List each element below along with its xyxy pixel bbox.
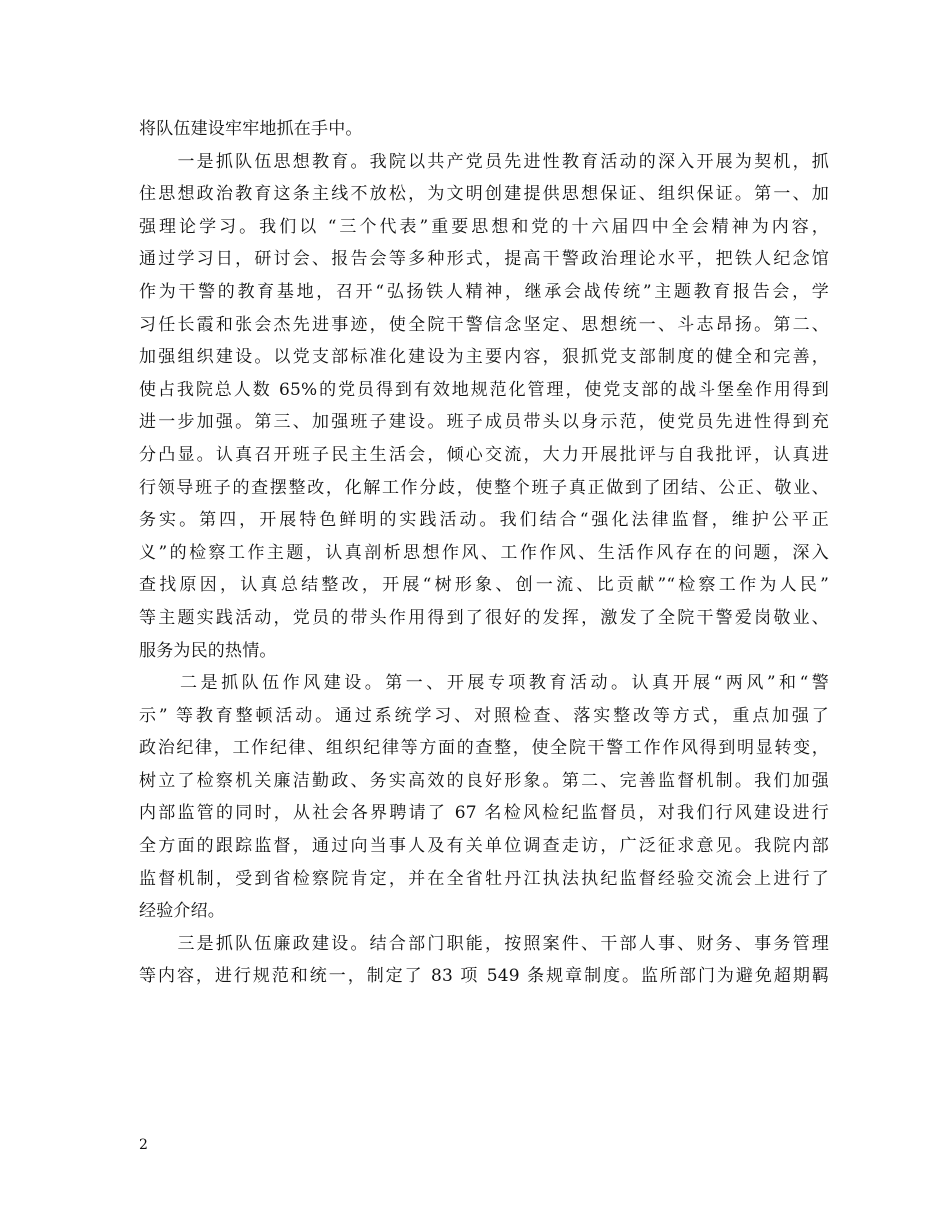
- text-line: 强理论学习。我们以 “三个代表”重要思想和党的十六届四中全会精神为内容，: [139, 216, 829, 237]
- text-line: 内部监管的同时，从社会各界聘请了 67 名检风检纪监督员，对我们行风建设进行: [139, 803, 829, 824]
- text-line: 将队伍建设牢牢地抓在手中。: [139, 119, 363, 139]
- text-line: 作为干警的教育基地，召开“弘扬铁人精神，继承会战传统”主题教育报告会，学: [139, 281, 829, 302]
- text-line: 经验介绍。: [139, 901, 225, 922]
- text-line: 政治纪律，工作纪律、组织纪律等方面的查整，使全院干警工作作风得到明显转变，: [139, 738, 829, 759]
- text-line: 一是抓队伍思想教育。我院以共产党员先进性教育活动的深入开展为契机，抓: [139, 151, 829, 172]
- text-line: 务实。第四，开展特色鲜明的实践活动。我们结合“强化法律监督，维护公平正: [139, 510, 829, 531]
- text-line: 等主题实践活动，党员的带头作用得到了很好的发挥，激发了全院干警爱岗敬业、: [139, 607, 829, 628]
- text-line: 示” 等教育整顿活动。通过系统学习、对照检查、落实整改等方式，重点加强了: [139, 705, 829, 726]
- text-line: 三是抓队伍廉政建设。结合部门职能，按照案件、干部人事、财务、事务管理: [139, 933, 829, 954]
- page-number: 2: [139, 1137, 148, 1153]
- text-line: 进一步加强。第三、加强班子建设。班子成员带头以身示范，使党员先进性得到充: [139, 412, 829, 433]
- text-line: 加强组织建设。以党支部标准化建设为主要内容，狠抓党支部制度的健全和完善，: [139, 347, 829, 368]
- text-line: 树立了检察机关廉洁勤政、务实高效的良好形象。第二、完善监督机制。我们加强: [139, 770, 829, 791]
- text-line: 监督机制，受到省检察院肯定，并在全省牡丹江执法执纪监督经验交流会上进行了: [139, 868, 829, 889]
- text-line: 使占我院总人数 65%的党员得到有效地规范化管理，使党支部的战斗堡垒作用得到: [139, 379, 829, 400]
- text-line: 服务为民的热情。: [139, 640, 277, 661]
- text-line: 全方面的跟踪监督，通过向当事人及有关单位调查走访，广泛征求意见。我院内部: [139, 836, 829, 857]
- text-line: 等内容，进行规范和统一，制定了 83 项 549 条规章制度。监所部门为避免超期羁: [139, 966, 829, 987]
- text-line: 住思想政治教育这条主线不放松，为文明创建提供思想保证、组织保证。第一、加: [139, 184, 829, 205]
- text-line: 查找原因，认真总结整改，开展“树形象、创一流、比贡献”“检察工作为人民”: [139, 575, 829, 596]
- text-line: 习任长霞和张会杰先进事迹，使全院干警信念坚定、思想统一、斗志昂扬。第二、: [139, 314, 829, 335]
- text-line: 义”的检察工作主题，认真剖析思想作风、工作作风、生活作风存在的问题，深入: [139, 542, 829, 563]
- text-line: 分凸显。认真召开班子民主生活会，倾心交流，大力开展批评与自我批评，认真进: [139, 444, 829, 465]
- text-line: 二是抓队伍作风建设。第一、开展专项教育活动。认真开展“两风”和“警: [139, 673, 829, 694]
- text-line: 通过学习日，研讨会、报告会等多种形式，提高干警政治理论水平，把铁人纪念馆: [139, 249, 829, 270]
- document-body: [139, 113, 829, 993]
- text-line: 行领导班子的查摆整改，化解工作分歧，使整个班子真正做到了团结、公正、敬业、: [139, 477, 829, 498]
